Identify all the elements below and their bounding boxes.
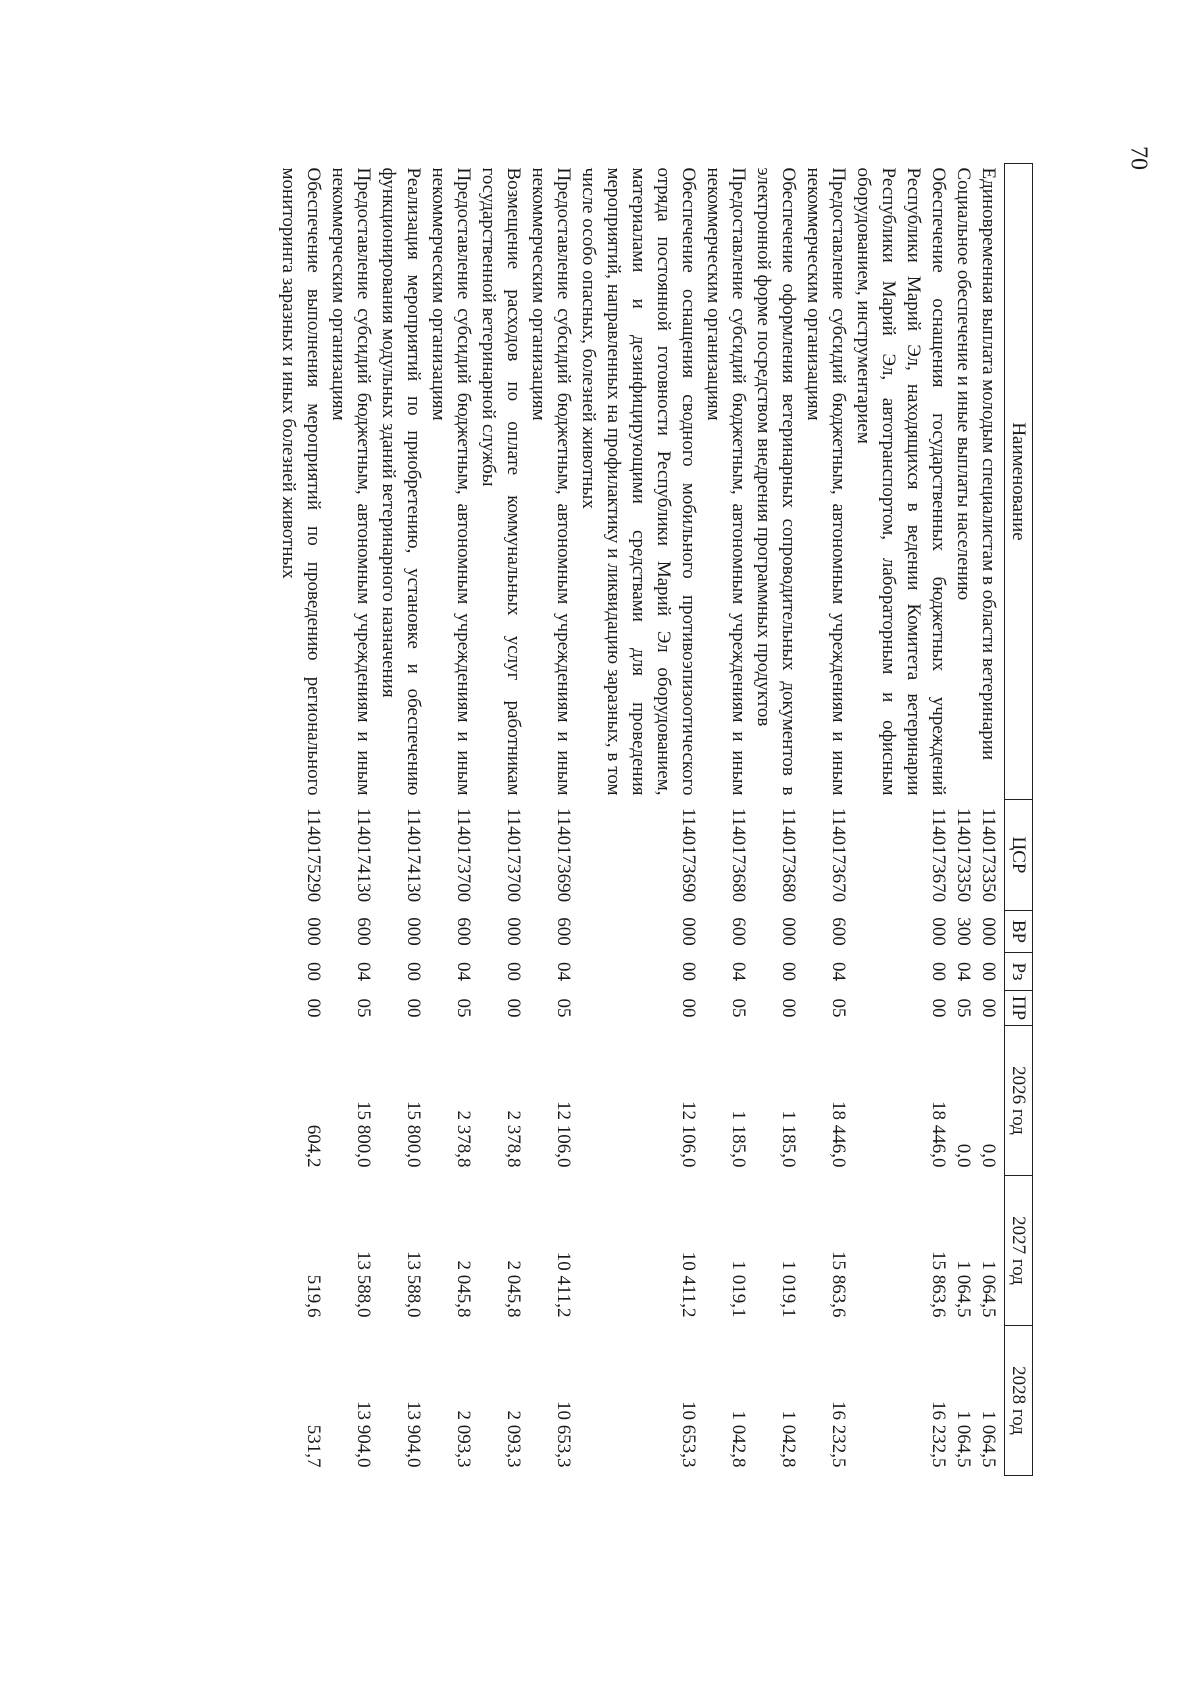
row-name: Предоставление субсидий бюджетным, автономным учреждениям и иным некоммерческим организациям [703, 167, 749, 796]
row-rz: 04 [728, 962, 749, 981]
row-vr: 600 [828, 917, 849, 946]
row-vr: 600 [353, 917, 374, 946]
row-rz: 00 [928, 962, 949, 981]
row-2026: 15 800,0 [403, 1101, 424, 1168]
row-2028: 1 042,8 [728, 1410, 749, 1468]
row-csr: 1140174130 [403, 807, 424, 903]
row-2026: 12 106,0 [553, 1101, 574, 1168]
row-vr: 000 [978, 917, 999, 946]
table-row [951, 164, 976, 1476]
table-row [851, 164, 951, 1476]
page-number: 70 [1125, 146, 1152, 170]
row-2026: 1 185,0 [728, 1110, 749, 1168]
table-row [701, 164, 751, 1476]
row-vr: 300 [953, 917, 974, 946]
table-row [801, 164, 851, 1476]
rotated-page-content [175, 163, 1033, 1473]
row-pr: 00 [978, 998, 999, 1018]
header-rz: Рз [1005, 953, 1033, 991]
row-rz: 00 [503, 962, 524, 981]
row-vr: 600 [453, 917, 474, 946]
row-vr: 600 [728, 917, 749, 946]
table-row [276, 164, 326, 1476]
table-row [326, 164, 376, 1476]
row-2027: 1 064,5 [978, 1260, 999, 1318]
row-vr: 000 [403, 917, 424, 946]
row-2028: 10 653,3 [553, 1401, 574, 1468]
row-vr: 600 [553, 917, 574, 946]
row-2028: 13 904,0 [403, 1401, 424, 1468]
table-row [376, 164, 426, 1476]
row-csr: 1140173700 [503, 807, 524, 903]
row-name: Единовременная выплата молодым специалистам в области ветеринарии [978, 167, 999, 761]
row-pr: 05 [553, 998, 574, 1018]
row-pr: 05 [953, 998, 974, 1018]
header-csr: ЦСР [1005, 800, 1033, 911]
row-pr: 05 [728, 998, 749, 1018]
row-rz: 04 [553, 962, 574, 981]
budget-table [276, 163, 1033, 1476]
row-2026: 2 378,8 [453, 1110, 474, 1168]
row-pr: 05 [828, 998, 849, 1018]
row-csr: 1140174130 [353, 807, 374, 903]
header-vr: ВР [1005, 911, 1033, 953]
row-pr: 00 [778, 998, 799, 1018]
row-name: Обеспечение оснащения сводного мобильного противоэпизоотического отряда постоянной готовности Республики Марий Эл оборудованием, материалами и дезинфицирующими средствами для проведения мероприятий, направленных на профилактику и ликвидацию заразных, в том числе особо опасных, болезней животных [578, 167, 699, 796]
row-2026: 604,2 [303, 1124, 324, 1168]
row-pr: 05 [353, 998, 374, 1018]
row-2028: 16 232,5 [928, 1401, 949, 1468]
row-2027: 1 064,5 [953, 1260, 974, 1318]
row-name: Предоставление субсидий бюджетным, автономным учреждениям и иным некоммерческим организациям [528, 167, 574, 796]
row-2027: 13 588,0 [353, 1251, 374, 1318]
row-csr: 1140173680 [728, 807, 749, 903]
row-vr: 000 [778, 917, 799, 946]
table-row [526, 164, 576, 1476]
row-csr: 1140173670 [828, 807, 849, 903]
row-2028: 10 653,3 [678, 1401, 699, 1468]
row-rz: 04 [953, 962, 974, 981]
row-2026: 18 446,0 [828, 1101, 849, 1168]
row-name: Обеспечение оформления ветеринарных сопроводительных документов в электронной форме посредством внедрения программных продуктов [753, 167, 799, 796]
header-2026: 2026 год [1005, 1026, 1033, 1176]
row-2026: 12 106,0 [678, 1101, 699, 1168]
row-2027: 2 045,8 [453, 1260, 474, 1318]
row-rz: 00 [303, 962, 324, 981]
header-2028: 2028 год [1005, 1326, 1033, 1476]
row-name: Предоставление субсидий бюджетным, автономным учреждениям и иным некоммерческим организациям [328, 167, 374, 796]
row-name: Предоставление субсидий бюджетным, автономным учреждениям и иным некоммерческим организациям [803, 167, 849, 796]
row-csr: 1140173670 [928, 807, 949, 903]
header-name: Наименование [1005, 164, 1033, 800]
table-body [276, 164, 1005, 1476]
row-vr: 000 [303, 917, 324, 946]
row-2028: 1 042,8 [778, 1410, 799, 1468]
row-2026: 18 446,0 [928, 1101, 949, 1168]
row-2027: 13 588,0 [403, 1251, 424, 1318]
row-pr: 00 [678, 998, 699, 1018]
row-2027: 519,6 [303, 1274, 324, 1318]
row-2028: 1 064,5 [978, 1410, 999, 1468]
table-header-row [1005, 164, 1033, 1476]
row-2027: 1 019,1 [778, 1260, 799, 1318]
row-2026: 0,0 [953, 1143, 974, 1168]
row-2028: 13 904,0 [353, 1401, 374, 1468]
row-vr: 000 [678, 917, 699, 946]
row-csr: 1140173700 [453, 807, 474, 903]
row-name: Реализация мероприятий по приобретению, установке и обеспечению функционирования модульных зданий ветеринарного назначения [378, 167, 424, 796]
row-2027: 2 045,8 [503, 1260, 524, 1318]
header-pr: ПР [1005, 991, 1033, 1026]
row-pr: 00 [403, 998, 424, 1018]
row-rz: 00 [978, 962, 999, 981]
table-row [976, 164, 1005, 1476]
row-2026: 1 185,0 [778, 1110, 799, 1168]
header-2027: 2027 год [1005, 1176, 1033, 1326]
row-vr: 000 [928, 917, 949, 946]
row-name: Обеспечение оснащения государственных бюджетных учреждений Республики Марий Эл, находящихся в ведении Комитета ветеринарии Республики Марий Эл, автотранспортом, лабораторным и офисным оборудованием, инструментарием [853, 167, 949, 796]
row-2027: 15 863,6 [828, 1251, 849, 1318]
row-rz: 00 [403, 962, 424, 981]
row-2028: 2 093,3 [453, 1410, 474, 1468]
row-csr: 1140173680 [778, 807, 799, 903]
row-pr: 05 [453, 998, 474, 1018]
row-rz: 04 [353, 962, 374, 981]
row-vr: 000 [503, 917, 524, 946]
table-row [426, 164, 476, 1476]
row-pr: 00 [503, 998, 524, 1018]
row-2026: 2 378,8 [503, 1110, 524, 1168]
row-csr: 1140173350 [978, 807, 999, 903]
row-2028: 1 064,5 [953, 1410, 974, 1468]
row-pr: 00 [928, 998, 949, 1018]
table-row [476, 164, 526, 1476]
row-2028: 531,7 [303, 1424, 324, 1468]
row-name: Предоставление субсидий бюджетным, автономным учреждениям и иным некоммерческим организациям [428, 167, 474, 796]
row-2027: 10 411,2 [678, 1251, 699, 1318]
row-name: Социальное обеспечение и иные выплаты населению [953, 167, 974, 601]
table-row [576, 164, 701, 1476]
row-rz: 00 [678, 962, 699, 981]
row-rz: 04 [828, 962, 849, 981]
row-2026: 15 800,0 [353, 1101, 374, 1168]
row-2028: 2 093,3 [503, 1410, 524, 1468]
row-2027: 15 863,6 [928, 1251, 949, 1318]
row-csr: 1140173690 [553, 807, 574, 903]
row-name: Возмещение расходов по оплате коммунальных услуг работникам государственной ветеринарной службы [478, 167, 524, 796]
row-csr: 1140173350 [953, 807, 974, 903]
row-2027: 1 019,1 [728, 1260, 749, 1318]
table-row [751, 164, 801, 1476]
row-2026: 0,0 [978, 1143, 999, 1168]
row-csr: 1140173690 [678, 807, 699, 903]
row-pr: 00 [303, 998, 324, 1018]
row-2028: 16 232,5 [828, 1401, 849, 1468]
row-rz: 04 [453, 962, 474, 981]
row-csr: 1140175290 [303, 807, 324, 903]
row-2027: 10 411,2 [553, 1251, 574, 1318]
row-name: Обеспечение выполнения мероприятий по проведению регионального мониторинга заразных и иных болезней животных [278, 167, 324, 796]
row-rz: 00 [778, 962, 799, 981]
